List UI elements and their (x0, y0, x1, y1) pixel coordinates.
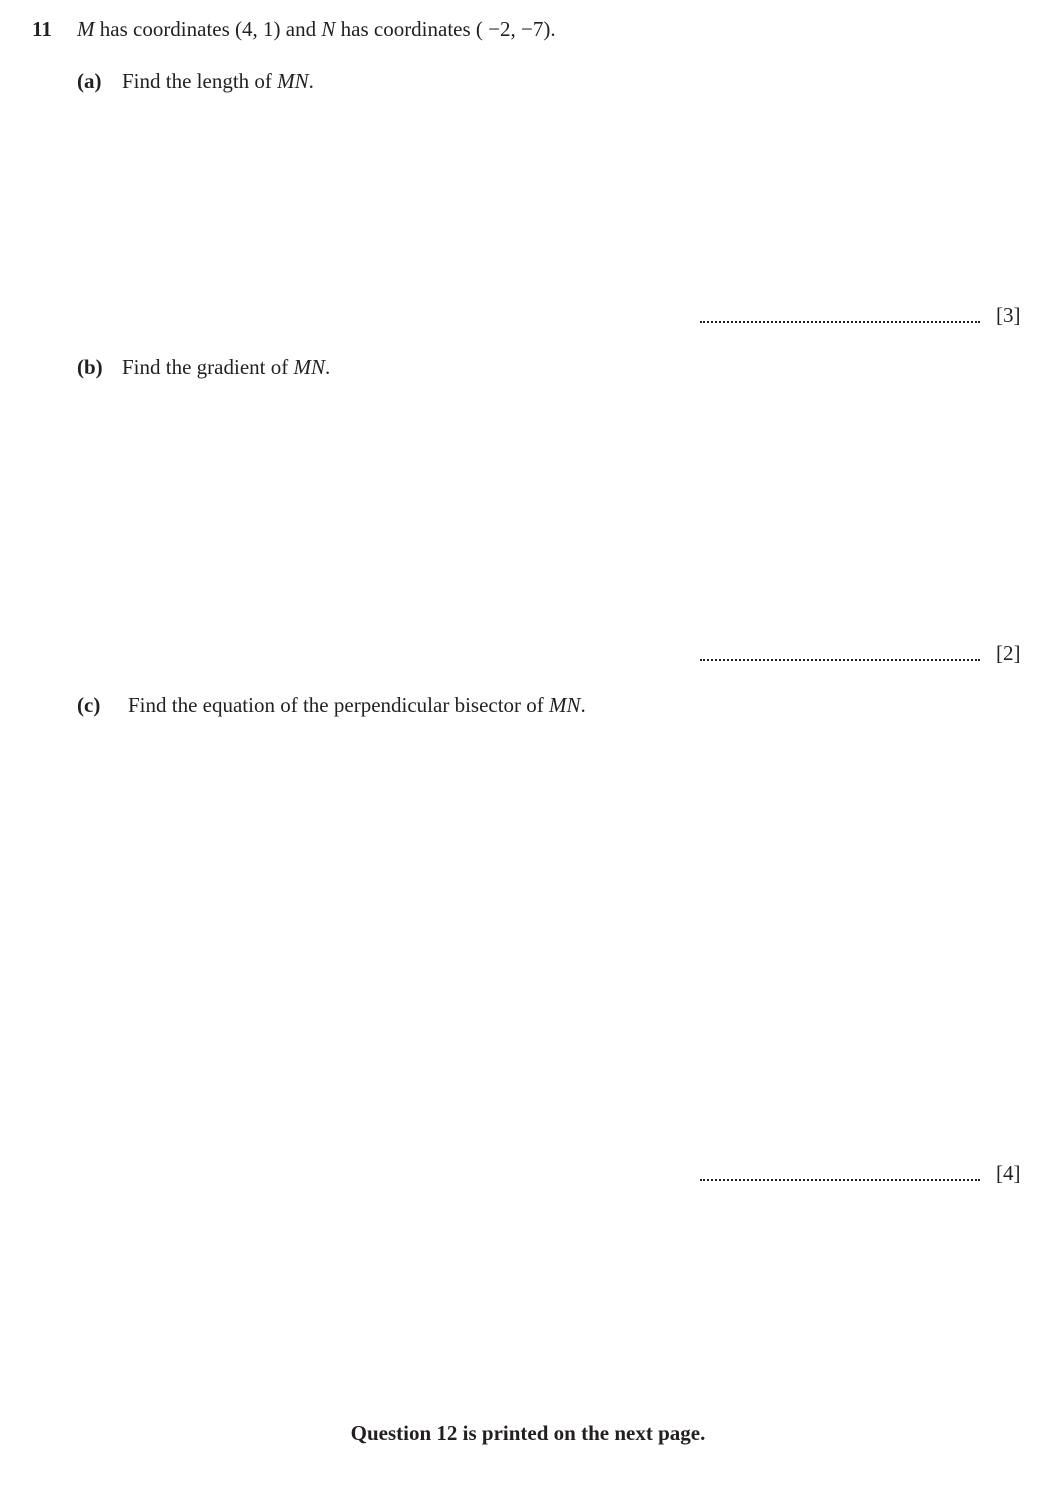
question-stem (77, 19, 556, 40)
part-c-text: Find the equation of the perpendicular bisector of (128, 693, 550, 717)
part-a-label: (a) (77, 69, 102, 93)
point-m: M (77, 17, 95, 41)
footer-note: Question 12 is printed on the next page. (350, 1421, 706, 1445)
part-a-var: MN (277, 69, 309, 93)
marks-a: [3] (996, 303, 1021, 327)
answer-line-a[interactable] (700, 321, 980, 323)
part-c-end: . (580, 693, 586, 717)
part-b-text: Find the gradient of (122, 355, 294, 379)
part-c-question (128, 695, 586, 716)
marks-c: [4] (996, 1161, 1021, 1185)
part-a-question (122, 71, 314, 92)
part-c-label: (c) (77, 693, 101, 717)
question-number: 11 (32, 17, 52, 41)
answer-line-c[interactable] (700, 1179, 980, 1181)
part-b-end: . (324, 355, 331, 379)
point-n: N (321, 17, 336, 41)
part-c-var: MN (549, 693, 581, 717)
stem-text-1: has coordinates (4, 1) and (94, 17, 322, 41)
part-a-text: Find the length of (122, 69, 278, 93)
part-b-var: MN (293, 355, 325, 379)
stem-text-2: has coordinates ( −2, −7). (335, 17, 556, 41)
marks-b: [2] (996, 641, 1021, 665)
part-a-end: . (308, 69, 314, 93)
answer-line-b[interactable] (700, 659, 980, 661)
part-b-question (122, 357, 330, 378)
part-b-label: (b) (77, 355, 103, 379)
